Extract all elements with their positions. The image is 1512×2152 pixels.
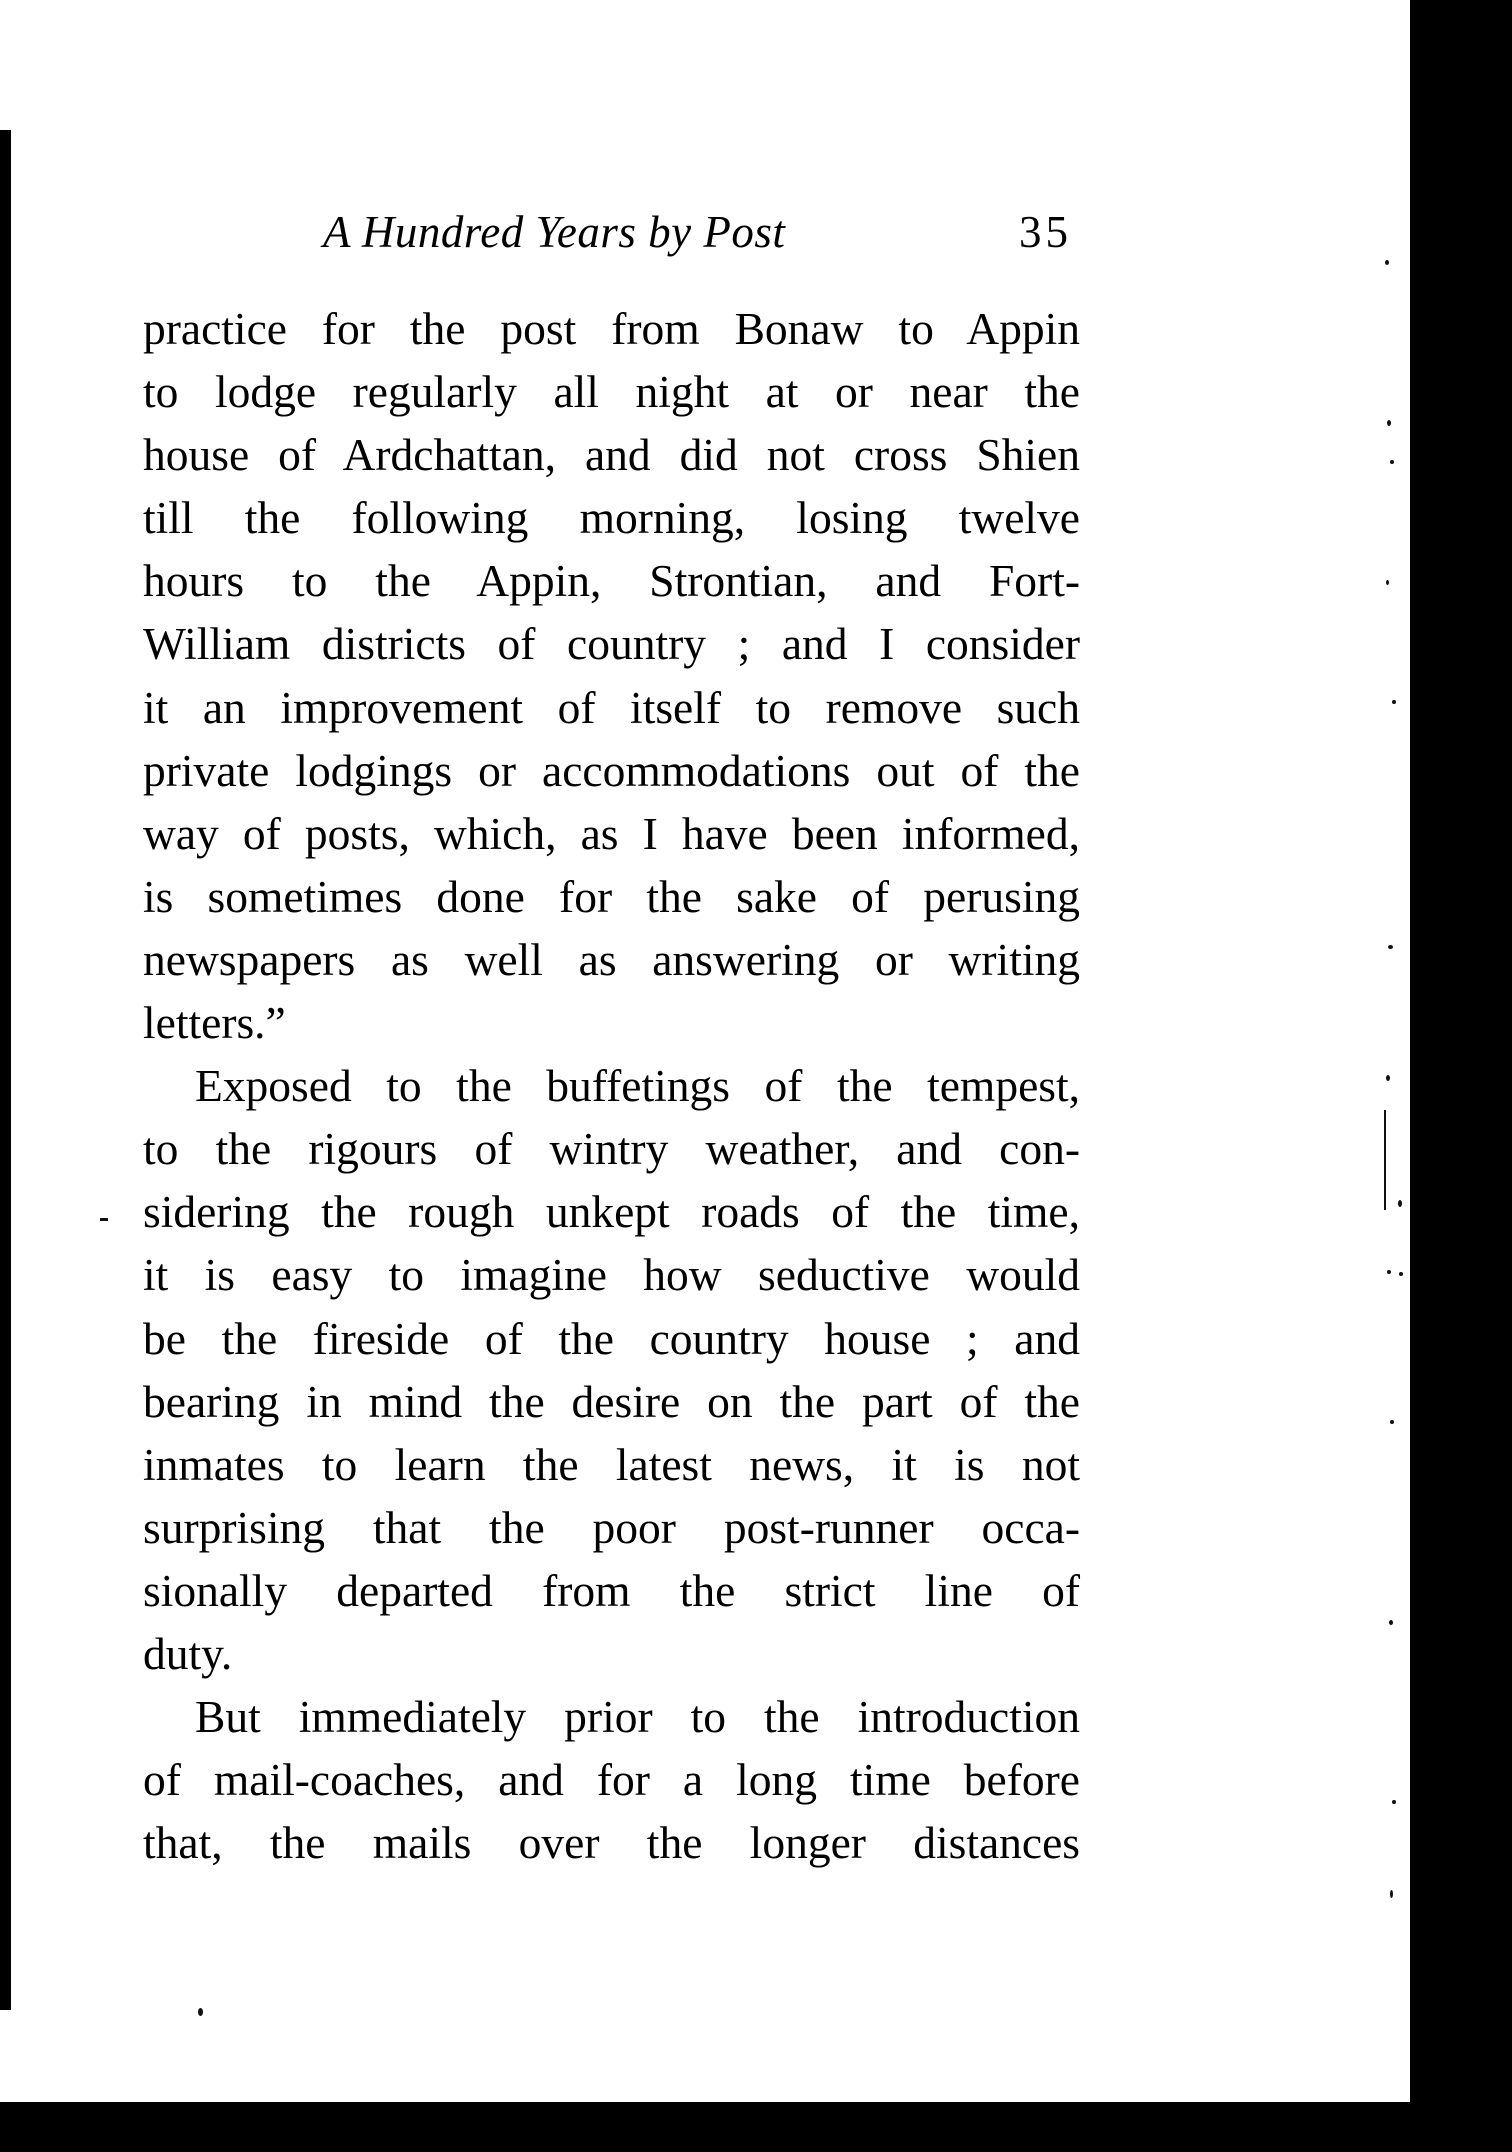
speck [1398,1200,1402,1207]
speck [1392,1800,1396,1804]
running-head [0,205,1410,265]
scan-left-edge [0,130,11,2010]
text-line: be the fireside of the country house ; and [143,1312,1080,1364]
page-number: 35 [1019,207,1072,257]
text-line: to lodge regularly all night at or near the [143,366,1080,418]
text-line: that, the mails over the longer distances [143,1817,1080,1869]
speck [1387,420,1391,426]
text-line: practice for the post from Bonaw to Appin [143,303,1080,354]
speck [1392,700,1396,704]
text-line: sidering the rough unkept roads of the time, [143,1186,1080,1238]
text-line: bearing in mind the desire on the part of the [143,1375,1080,1427]
text-line: newspapers as well as answering or writing [143,933,1080,985]
speck [1387,1270,1391,1274]
text-line: it is easy to imagine how seductive would [143,1249,1080,1301]
speck [198,2008,203,2016]
paragraph-start-line: Exposed to the buffetings of the tempest, [195,1060,1080,1112]
text-line: way of posts, which, as I have been informed, [143,807,1080,859]
text-line: till the following morning, losing twelve [143,492,1080,544]
text-line: it an improvement of itself to remove such [143,681,1080,733]
text-line: hours to the Appin, Strontian, and Fort- [143,555,1080,607]
text-line: is sometimes done for the sake of perusing [143,870,1080,922]
speck [1390,1890,1393,1898]
text-line: private lodgings or accommodations out of the [143,744,1080,796]
speck [1386,580,1389,585]
text-line: inmates to learn the latest news, it is not [143,1438,1080,1490]
text-line: William districts of country ; and I consider [143,618,1080,670]
text-line: sionally departed from the strict line of [143,1564,1080,1616]
text-line: surprising that the poor post-runner occa- [143,1501,1080,1553]
speck [1386,1075,1390,1081]
speck [1390,1420,1394,1424]
speck [1389,1620,1393,1625]
speck [1399,1272,1403,1276]
speck [1384,1110,1386,1210]
running-title: A Hundred Years by Post [323,207,786,257]
speck [100,1218,108,1221]
text-line: letters.” [143,997,286,1049]
body-text [143,297,1080,1874]
text-line: of mail-coaches, and for a long time before [143,1754,1080,1806]
text-line: house of Ardchattan, and did not cross Shien [143,429,1080,481]
text-line: duty. [143,1627,233,1679]
speck [1388,945,1393,949]
speck [1390,460,1394,464]
speck [1385,260,1389,265]
text-line: to the rigours of wintry weather, and con- [143,1123,1080,1175]
paragraph-start-line: But immediately prior to the introduction [195,1691,1080,1743]
